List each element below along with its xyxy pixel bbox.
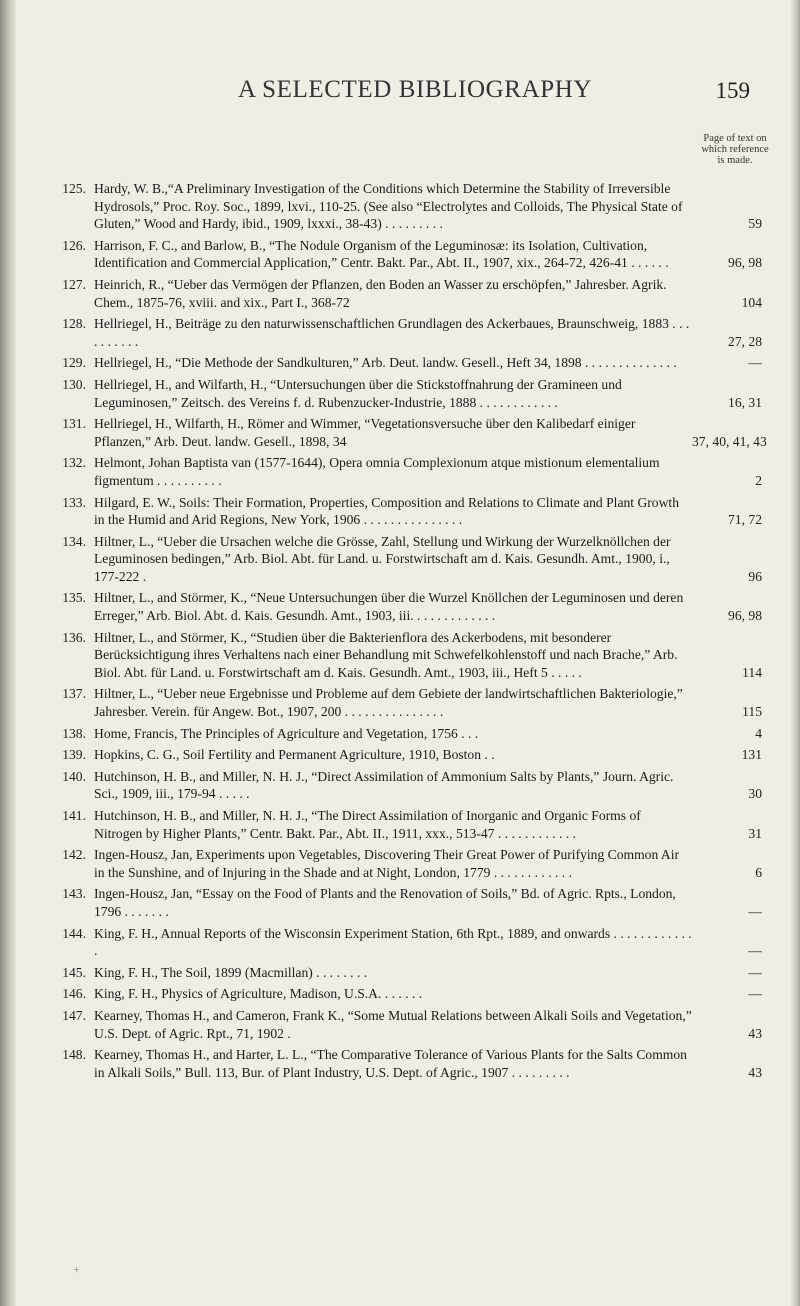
entry-text: Hellriegel, H., Beiträge zu den naturwissenschaftlichen Grundlagen des Ackerbaues, Braunschweig, 1883 . . . . . . . . . . <box>94 316 690 349</box>
bibliography-entry <box>50 629 762 682</box>
entry-text: Kearney, Thomas H., and Harter, L. L., “The Comparative Tolerance of Various Plants for the Salts Common in Alkali Soils,” Bull. 113, Bur. of Plant Industry, U.S. Dept. of Agric., 1907 . . . . . . . . . <box>94 1047 687 1080</box>
entry-text: Hopkins, C. G., Soil Fertility and Permanent Agriculture, 1910, Boston . . <box>94 747 495 763</box>
entry-number: 126. <box>62 237 86 253</box>
bibliography-entry <box>50 1046 762 1081</box>
bibliography-entry <box>50 746 762 764</box>
entry-page-ref: 37, 40, 41, 43 <box>692 433 767 449</box>
entry-text: Ingen-Housz, Jan, Experiments upon Vegetables, Discovering Their Great Power of Purifying Common Air in the Sunshine, and of Injuring in the Shade and at Night, London, 1779 . . . . . . . . . . . . <box>94 847 680 880</box>
entry-text: Hiltner, L., “Ueber neue Ergebnisse und Probleme auf dem Gebiete der landwirtschaftlichen Bakteriologie,” Jahresber. Verein. für Angew. Bot., 1907, 200 . . . . . . . . . . . . . . . <box>94 686 683 720</box>
column-note: Page of text on which reference is made. <box>701 133 769 166</box>
bibliography-entry <box>50 415 767 450</box>
entry-page-ref: 31 <box>748 825 762 841</box>
entry-page-ref: — <box>748 903 762 919</box>
entry-page-ref: 96, 98 <box>728 608 762 624</box>
entry-number: 130. <box>62 376 86 392</box>
entry-number: 139. <box>62 747 86 763</box>
entry-number: 131. <box>62 416 86 432</box>
entry-page-ref: 2 <box>755 472 762 488</box>
entry-number: 146. <box>62 986 86 1002</box>
running-head: A SELECTED BIBLIOGRAPHY <box>237 76 593 103</box>
entry-page-ref: — <box>748 986 762 1002</box>
entry-page-ref: 27, 28 <box>728 333 762 349</box>
bibliography-entry <box>50 454 762 489</box>
entry-page-ref: 4 <box>755 725 762 741</box>
entry-number: 147. <box>62 1007 86 1023</box>
left-page-edge <box>0 0 16 1306</box>
entry-text: Hiltner, L., and Störmer, K., “Neue Untersuchungen über die Wurzel Knöllchen der Leguminosen und deren Erreger,” Arb. Biol. Abt. d. Kais. Gesundh. Amt., 1903, iii. . . . . . . . . . . . . <box>94 590 684 624</box>
bibliography-entry <box>50 276 762 311</box>
bibliography-entry <box>50 494 762 529</box>
bibliography-entry <box>50 985 762 1003</box>
entry-page-ref: — <box>748 355 762 371</box>
entry-number: 138. <box>62 725 86 741</box>
entry-text: Hardy, W. B.,“A Preliminary Investigation of the Conditions which Determine the Stability of Irreversible Hydrosols,” Proc. Roy. Soc., 1899, lxvi., 110-25. (See also “Electrolytes and Colloids, The Physical State of Gluten,” Wood and Hardy, ibid., 1909, lxxxi., 38-43) . . . . . . . . . <box>94 181 683 232</box>
bibliography-entry <box>50 846 762 881</box>
page-number: 159 <box>715 78 750 103</box>
entry-page-ref: 71, 72 <box>728 512 762 528</box>
entry-number: 136. <box>62 629 86 645</box>
entry-text: Hutchinson, H. B., and Miller, N. H. J., “The Direct Assimilation of Inorganic and Organic Forms of Nitrogen by Higher Plants,” Centr. Bakt. Par., Abt. II., 1911, xxx., 513-47 . . . . . . . . . . . . <box>94 808 641 841</box>
entry-page-ref: 6 <box>755 864 762 880</box>
entry-page-ref: — <box>748 964 762 980</box>
bibliography-list <box>50 180 767 1085</box>
entry-number: 137. <box>62 686 86 702</box>
entry-text: Hiltner, L., and Störmer, K., “Studien über die Bakterienflora des Ackerbodens, mit besonderer Berücksichtigung ihres Verhaltens nach einer Behandlung mit Schwefelkohlenstoff und nach Brache,” Arb. Biol. Abt. für Land. u. Forstwirtschaft am d. Kais. Gesundh. Amt., 1903, iii., Heft 5 . . . . . <box>94 629 678 680</box>
entry-text: Hellriegel, H., and Wilfarth, H., “Untersuchungen über die Stickstoffnahrung der Gramineen und Leguminosen,” Zeitsch. des Vereins f. d. Rubenzucker-Industrie, 1888 . . . . . . . . . . . . <box>94 376 622 410</box>
entry-page-ref: 115 <box>742 704 762 720</box>
entry-text: Heinrich, R., “Ueber das Vermögen der Pflanzen, den Boden an Wasser zu erschöpfen,” Jahresber. Agrik. Chem., 1875-76, xviii. and xix., Part I., 368-72 <box>94 276 667 310</box>
bibliography-entry <box>50 807 762 842</box>
entry-number: 144. <box>62 925 86 941</box>
bibliography-entry <box>50 1007 762 1042</box>
entry-number: 145. <box>62 964 86 980</box>
entry-page-ref: 104 <box>741 294 762 310</box>
bibliography-entry <box>50 589 762 624</box>
entry-page-ref: — <box>748 943 762 959</box>
entry-page-ref: 30 <box>748 786 762 802</box>
entry-page-ref: 96 <box>748 568 762 584</box>
bibliography-entry <box>50 315 762 350</box>
bibliography-entry <box>50 237 762 272</box>
page-header <box>75 76 750 116</box>
entry-number: 140. <box>62 768 86 784</box>
bibliography-entry <box>50 354 762 372</box>
entry-page-ref: 131 <box>741 747 762 763</box>
entry-text: King, F. H., Physics of Agriculture, Madison, U.S.A. . . . . . . <box>94 986 423 1002</box>
entry-text: Hellriegel, H., Wilfarth, H., Römer and Wimmer, “Vegetationsversuche über den Kalibedarf einiger Pflanzen,” Arb. Deut. landw. Gesell., 1898, 34 <box>94 416 636 449</box>
entry-text: King, F. H., Annual Reports of the Wisconsin Experiment Station, 6th Rpt., 1889, and onwards . . . . . . . . . . . . . <box>94 925 692 959</box>
entry-text: Ingen-Housz, Jan, “Essay on the Food of Plants and the Renovation of Soils,” Bd. of Agric. Rpts., London, 1796 . . . . . . . <box>94 886 676 919</box>
entry-page-ref: 16, 31 <box>728 394 762 410</box>
entry-text: Hutchinson, H. B., and Miller, N. H. J., “Direct Assimilation of Ammonium Salts by Plants,” Journ. Agric. Sci., 1909, iii., 179-94 . . . . . <box>94 768 674 802</box>
entry-number: 125. <box>62 181 86 196</box>
entry-number: 135. <box>62 590 86 606</box>
entry-number: 129. <box>62 355 86 371</box>
entry-number: 143. <box>62 886 86 902</box>
bibliography-entry <box>50 925 762 960</box>
entry-text: Kearney, Thomas H., and Cameron, Frank K., “Some Mutual Relations between Alkali Soils and Vegetation,” U.S. Dept. of Agric. Rpt., 71, 1902 . <box>94 1007 692 1041</box>
entry-text: Hiltner, L., “Ueber die Ursachen welche die Grösse, Zahl, Stellung und Wirkung der Wurzelknöllchen der Leguminosen bedingen,” Arb. Biol. Abt. für Land. u. Forstwirtschaft am d. Kais. Gesundh. Amt., 1900, i., 177-222 . <box>94 533 671 584</box>
bibliography-entry <box>50 376 762 411</box>
entry-page-ref: 114 <box>742 664 762 680</box>
entry-number: 132. <box>62 455 86 471</box>
entry-number: 128. <box>62 316 86 332</box>
bibliography-entry <box>50 725 762 743</box>
bibliography-entry <box>50 533 762 586</box>
entry-text: Helmont, Johan Baptista van (1577-1644), Opera omnia Complexionum atque mistionum elementalium figmentum . . . . . . . . . . <box>94 455 660 488</box>
entry-number: 141. <box>62 808 86 823</box>
bibliography-entry <box>50 885 762 920</box>
bibliography-entry <box>50 685 762 720</box>
entry-page-ref: 43 <box>748 1064 762 1080</box>
entry-number: 133. <box>62 494 86 510</box>
entry-page-ref: 96, 98 <box>728 255 762 271</box>
bottom-mark: + <box>73 1262 80 1276</box>
entry-text: Hilgard, E. W., Soils: Their Formation, Properties, Composition and Relations to Climate and Plant Growth in the Humid and Arid Regions, New York, 1906 . . . . . . . . . . . . . . . <box>94 494 679 528</box>
bibliography-entry <box>50 180 762 233</box>
entry-page-ref: 59 <box>748 216 762 232</box>
bibliography-entry <box>50 768 762 803</box>
right-page-edge <box>791 0 800 1306</box>
entry-number: 127. <box>62 276 86 292</box>
entry-number: 134. <box>62 533 86 549</box>
entry-text: Home, Francis, The Principles of Agriculture and Vegetation, 1756 . . . <box>94 725 479 741</box>
entry-number: 148. <box>62 1047 86 1063</box>
entry-number: 142. <box>62 847 86 863</box>
entry-text: Hellriegel, H., “Die Methode der Sandkulturen,” Arb. Deut. landw. Gesell., Heft 34, 1898 . . . . . . . . . . . . . . <box>94 355 677 371</box>
entry-page-ref: 43 <box>748 1025 762 1041</box>
bibliography-entry <box>50 964 762 982</box>
entry-text: Harrison, F. C., and Barlow, B., “The Nodule Organism of the Leguminosæ: its Isolation, Cultivation, Identification and Commercial Application,” Centr. Bakt. Par., Abt. II., 1907, xix., 264-72, 426-41 . . . . . . <box>94 237 669 271</box>
entry-text: King, F. H., The Soil, 1899 (Macmillan) . . . . . . . . <box>94 964 368 980</box>
